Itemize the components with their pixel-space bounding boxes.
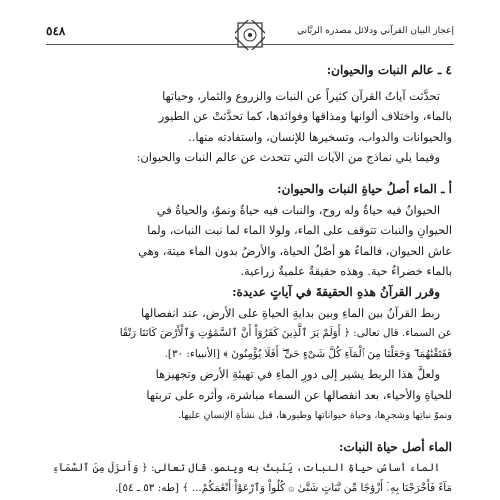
paragraph-1-line-1: تحدَّثت آياتُ القرآن كثيراً عن النبات والزروع والثمار، وحياتها	[162, 88, 440, 103]
page-body	[48, 60, 452, 499]
running-title: إعجاز البيان القرآني ودلائل مصدره الربَّاني	[296, 26, 454, 36]
paragraph-1-line-2: بالماء، واختلاف ألوانها ومذاقها وفوائدها، كما تحدَّثتْ عن الطيور	[158, 109, 452, 124]
paragraph-5-line-1: ولعلَّ هذا الربط يشير إلى دورِ الماءِ في تهيئةِ الأرض وتجهيزها	[155, 367, 440, 382]
paragraph-6-line-2: مَآءً فَأَخْرَجْنَا بِهِۦٓ أَزْوَٰجًا مِّن نَّبَاتٍ شَتَّىٰ ۞ كُلُواْ وَٱرْعَوْاْ أَنْعَٰمَكُمْ... ﴾ [طه: ٥٣ ـ ٥٤].	[115, 482, 452, 495]
decorative-ornament-icon	[235, 20, 265, 50]
paragraph-5-line-2: للحياةِ والأحياء، بعد انفصالها عن السماء مباشرة، وأثره على تربتها	[146, 387, 452, 402]
paragraph-3-line-2: الحيوانِ والنبات تتوقف على الماء، ولولا الماء لما نبت النبات، ولما	[147, 223, 452, 238]
paragraph-4-line-2: عن السماء. قال تعالى: ﴿ أَوَلَمْ يَرَ ٱلَّذِينَ كَفَرُوٓاْ أَنَّ ٱلسَّمَٰوَٰتِ وَٱلْأَرْضَ كَانَتَا رَتْقًا	[119, 327, 452, 340]
subheading-a: أ ـ الماء أصلُ حياةِ النبات والحيوان:	[277, 181, 452, 196]
subheading-quran: وقرر القرآنُ هذهِ الحقيقةَ في آياتٍ عديدة:	[232, 284, 440, 299]
paragraph-1-line-3: والحيوانات والدواب، وتسخيرها للإنسان، واستفادته منها..	[188, 129, 452, 144]
paragraph-2: وفيما يلي نماذج من الآيات التي تتحدث عن عالم النبات والحيوان:	[136, 150, 440, 165]
subheading-b: الماء أصل حياة النبات:	[339, 440, 452, 455]
page-header	[46, 18, 454, 45]
paragraph-3-line-1: الحيوانُ فيه حياةٌ وله روح، والنبات فيه حياةٌ ونموٌ، والحياةُ في	[156, 202, 440, 217]
paragraph-3-line-4: بالماء خضراءُ حية. وهذه حقيقةٌ علميةٌ زراعية.	[240, 264, 452, 279]
paragraph-5-line-3: ونموّ نباتِها وشجرِها، وحياة حيواناتها وطيورها، قبل نشأةِ الإنسانِ عليها.	[178, 409, 452, 421]
paragraph-4-line-1: ربط القرآنُ بين الماءِ وبين بدايةِ الحياةِ على الأرض، عند انفصالها	[141, 305, 440, 320]
paragraph-4-line-3: فَفَتَقْنَٰهُمَا ۖ وَجَعَلْنَا مِنَ ٱلْمَآءِ كُلَّ شَىْءٍ حَىٍّ ۖ أَفَلَا يُؤْمِنُونَ ﴾ [الأنبياء: ٣٠].	[164, 347, 452, 360]
section-heading: ٤ ـ عالم النبات والحيوان:	[326, 63, 452, 77]
paragraph-3-line-3: عاش الحيوان، فالماءُ هو أصْلُ الحياة، والأرضُ بدون الماء ميتة، وهي	[138, 243, 452, 258]
paragraph-6-line-1: الماء أساسُ حياةِ النبات، يَنْبتُ به وينمو. قال تعالى: ﴿ وَأَنزَلَ مِنَ ٱلسَّمَآءِ	[52, 461, 440, 474]
page-number: ٥٤٨	[46, 24, 66, 38]
